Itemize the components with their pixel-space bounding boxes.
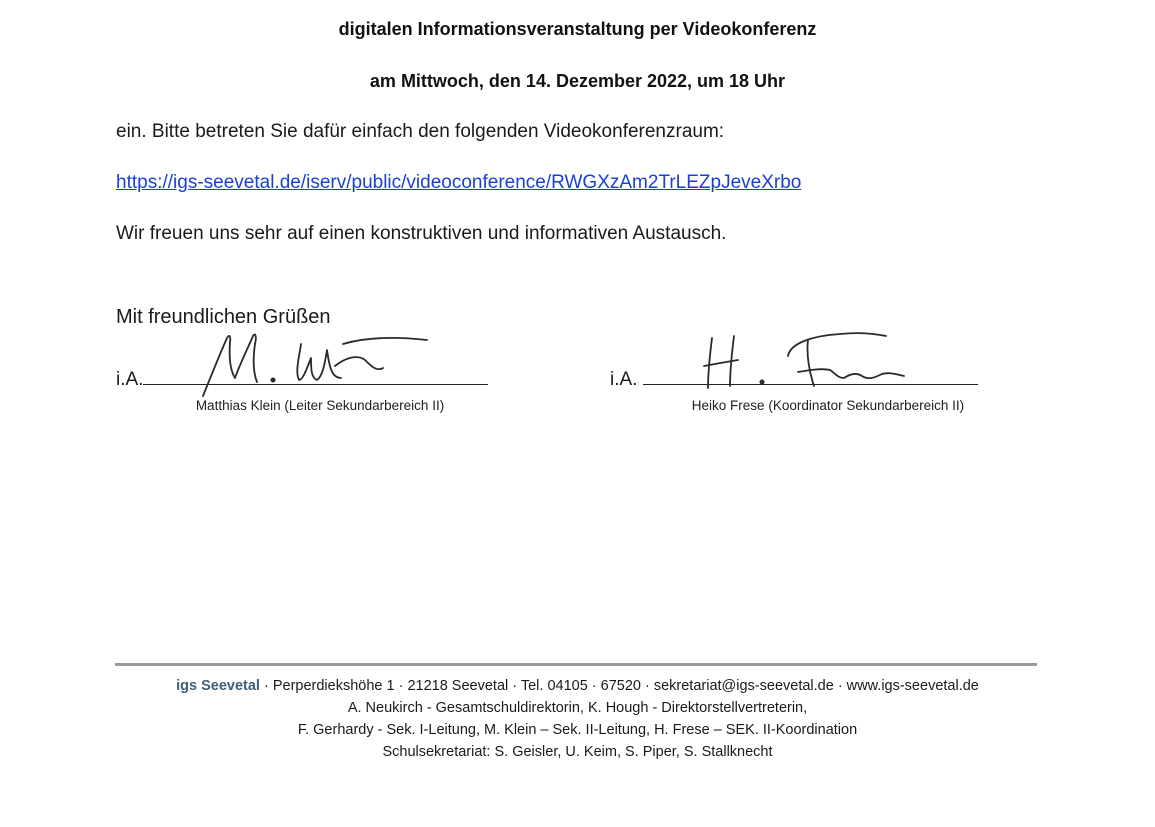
footer-divider <box>115 663 1037 666</box>
footer-secretariat: Schulsekretariat: S. Geisler, U. Keim, S. Piper, S. Stallknecht <box>382 744 773 760</box>
footer-leadership: F. Gerhardy - Sek. I-Leitung, M. Klein – Sek. II-Leitung, H. Frese – SEK. II-Koordination <box>297 722 858 738</box>
signatory-right: Heiko Frese (Koordinator Sekundarbereich II) <box>691 398 965 413</box>
footer-directors: A. Neukirch - Gesamtschuldirektorin, K. Hough - Direktorstellvertreterin, <box>347 700 808 716</box>
videoconference-link[interactable]: https://igs-seevetal.de/iserv/public/videoconference/RWGXzAm2TrLEZpJeveXrbo <box>116 172 802 193</box>
greeting: Mit freundlichen Grüßen <box>116 306 331 328</box>
heading-date: am Mittwoch, den 14. Dezember 2022, um 18 Uhr <box>369 71 786 91</box>
school-brand: igs Seevetal <box>176 678 260 694</box>
heading-event: digitalen Informationsveranstaltung per Videokonferenz <box>338 19 817 39</box>
footer-address-line <box>0 678 1155 694</box>
signature-image-frese <box>690 326 920 396</box>
intro-text: ein. Bitte betreten Sie dafür einfach den folgenden Videokonferenzraum: <box>116 121 725 142</box>
closing-sentence: Wir freuen uns sehr auf einen konstruktiven und informativen Austausch. <box>116 223 727 244</box>
signatory-left: Matthias Klein (Leiter Sekundarbereich II) <box>195 398 445 413</box>
footer-address: · Perperdiekshöhe 1 · 21218 Seevetal · Tel. 04105 · 67520 · sekretariat@igs-seevetal.de · www.igs-seevetal.de <box>259 678 979 694</box>
signature-prefix-right: i.A. <box>610 369 638 390</box>
signature-prefix-left: i.A. <box>116 369 144 390</box>
signature-image-klein <box>195 328 445 398</box>
